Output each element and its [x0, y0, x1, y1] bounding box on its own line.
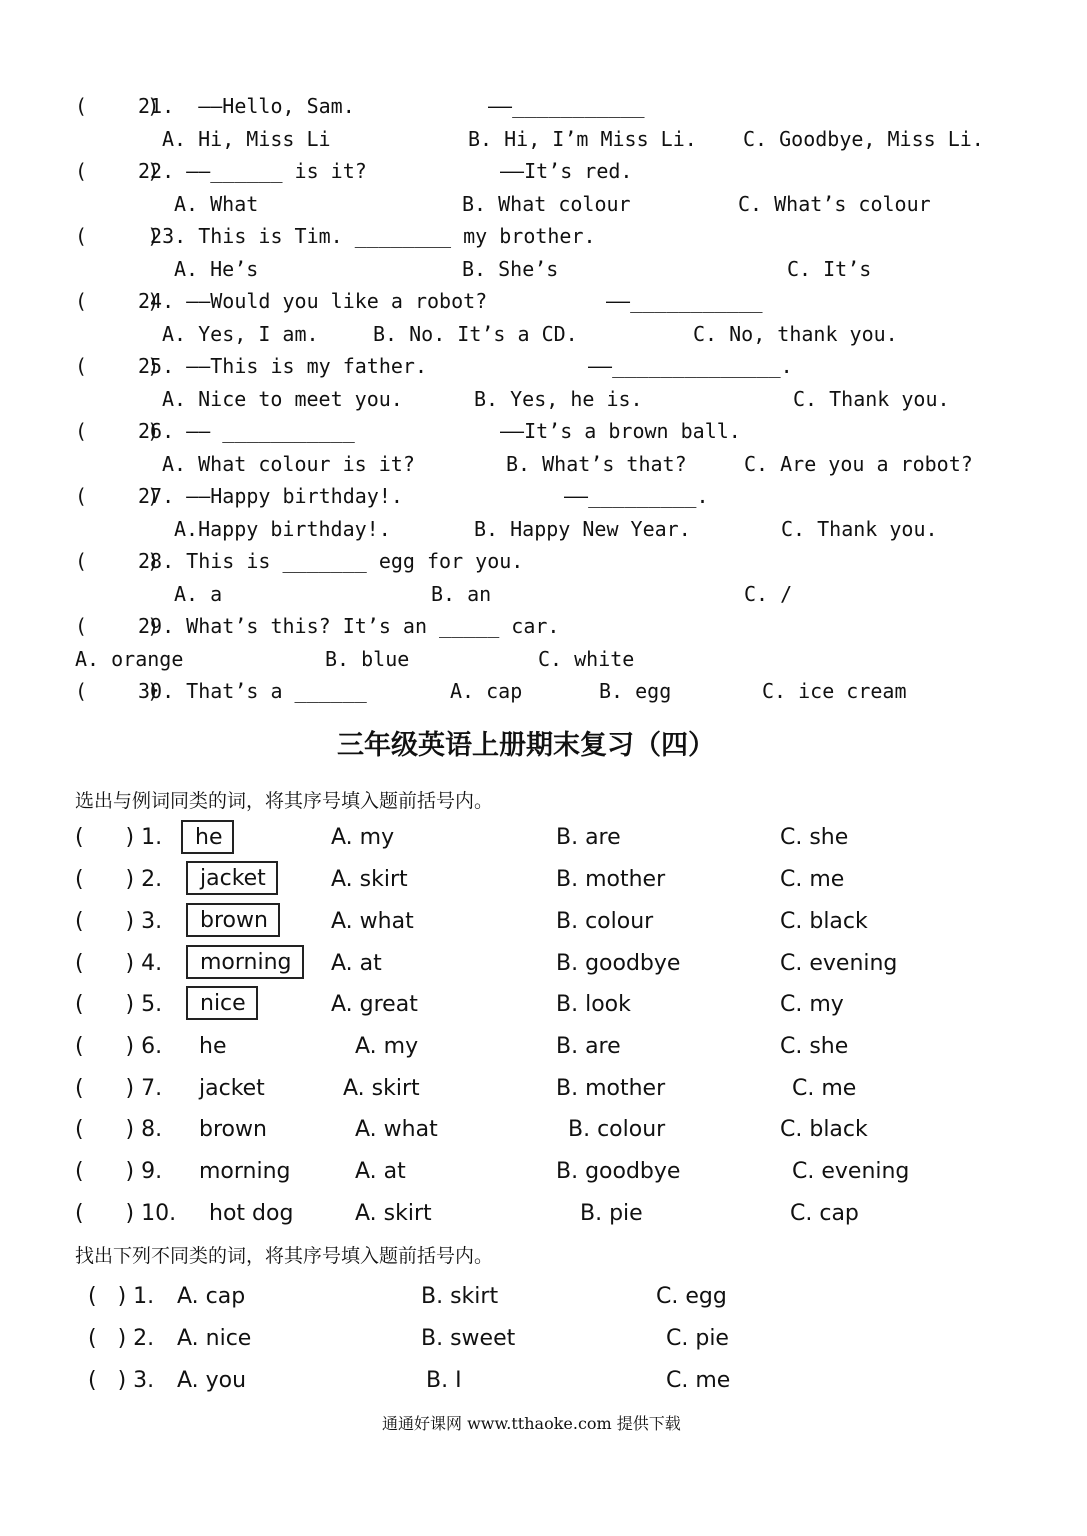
option-a: A. my	[331, 825, 395, 850]
option-c: C. evening	[792, 1159, 910, 1184]
option-a: A.Happy birthday!.	[174, 517, 391, 541]
option-c: C. Thank you.	[793, 387, 950, 411]
question-stem: 28. This is _______ egg for you.	[138, 549, 524, 573]
page-title: 三年级英语上册期末复习（四）	[337, 730, 715, 761]
option-b: B. colour	[556, 909, 654, 934]
item-number: ( ) 4.	[75, 951, 163, 976]
question-stem: 30. That’s a ______	[138, 679, 367, 703]
option-b: B. egg	[599, 679, 672, 703]
option-c: C. white	[538, 647, 635, 671]
option-b: B. pie	[580, 1201, 643, 1226]
option-a: A. Yes, I am.	[162, 322, 319, 346]
option-a: A. you	[177, 1368, 247, 1393]
question-stem: 23. This is Tim. ________ my brother.	[138, 224, 596, 248]
example-word: he	[199, 1034, 227, 1059]
question-stem: 22. ——______ is it?	[138, 159, 367, 183]
option-b: B. colour	[568, 1117, 666, 1142]
question-stem: 27. ——Happy birthday!.	[138, 484, 403, 508]
answer-paren: ( )	[75, 614, 160, 638]
option-b: B. Happy New Year.	[474, 517, 691, 541]
option-c: C. she	[780, 825, 849, 850]
answer-paren: ( )	[75, 159, 160, 183]
option-a: A. skirt	[331, 867, 408, 892]
option-c: C. pie	[666, 1326, 729, 1351]
option-a: A. He’s	[174, 257, 259, 281]
item-number: ( ) 2.	[88, 1326, 155, 1351]
option-b: B. mother	[556, 1076, 666, 1101]
example-word-box: jacket	[186, 861, 278, 895]
option-b: B. Yes, he is.	[474, 387, 643, 411]
option-b: B. blue	[325, 647, 410, 671]
option-c: C. egg	[656, 1284, 727, 1309]
option-b: B. No. It’s a CD.	[373, 322, 578, 346]
item-number: ( ) 1.	[75, 825, 163, 850]
item-number: ( ) 2.	[75, 867, 163, 892]
example-word-box: nice	[186, 986, 258, 1020]
item-number: ( ) 9.	[75, 1159, 163, 1184]
option-b: B. goodbye	[556, 1159, 681, 1184]
response-blank: ——___________	[606, 289, 763, 313]
response-blank: ——______________.	[588, 354, 793, 378]
option-c: C. my	[780, 992, 844, 1017]
answer-paren: ( )	[75, 224, 160, 248]
example-word: brown	[199, 1117, 267, 1142]
option-a: A. skirt	[343, 1076, 420, 1101]
section-1-instruction: 选出与例词同类的词，将其序号填入题前括号内。	[75, 790, 494, 812]
option-a: A. my	[355, 1034, 419, 1059]
option-a: A. what	[331, 909, 414, 934]
option-b: B. She’s	[462, 257, 559, 281]
option-c: C. /	[744, 582, 793, 606]
option-a: A. skirt	[355, 1201, 432, 1226]
answer-paren: ( )	[75, 484, 160, 508]
option-a: A. Hi, Miss Li	[162, 127, 331, 151]
item-number: ( ) 3.	[88, 1368, 155, 1393]
option-b: B. skirt	[421, 1284, 499, 1309]
question-stem: 25. ——This is my father.	[138, 354, 427, 378]
option-b: B. sweet	[421, 1326, 516, 1351]
example-word: jacket	[199, 1076, 265, 1101]
response-text: ——It’s a brown ball.	[500, 419, 741, 443]
item-number: ( ) 7.	[75, 1076, 163, 1101]
item-number: ( ) 8.	[75, 1117, 163, 1142]
option-c: C. Thank you.	[781, 517, 938, 541]
option-c: C. she	[780, 1034, 849, 1059]
example-word-box: brown	[186, 903, 280, 937]
footer-credit: 通通好课网 www.tthaoke.com 提供下载	[382, 1414, 681, 1433]
option-a: A. orange	[75, 647, 184, 671]
answer-paren: ( )	[75, 289, 160, 313]
option-c: C. black	[780, 1117, 868, 1142]
item-number: ( ) 10.	[75, 1201, 177, 1226]
answer-paren: ( )	[75, 679, 160, 703]
option-b: B. are	[556, 1034, 621, 1059]
option-b: B. What’s that?	[506, 452, 687, 476]
option-b: B. What colour	[462, 192, 631, 216]
option-a: A. nice	[177, 1326, 252, 1351]
option-a: A. at	[355, 1159, 406, 1184]
item-number: ( ) 6.	[75, 1034, 163, 1059]
example-word-box: he	[181, 820, 234, 854]
option-a: A. cap	[450, 679, 523, 703]
option-a: A. Nice to meet you.	[162, 387, 403, 411]
option-c: C. me	[792, 1076, 857, 1101]
option-c: C. Are you a robot?	[744, 452, 973, 476]
option-b: B. look	[556, 992, 631, 1017]
option-b: B. Hi, I’m Miss Li.	[468, 127, 697, 151]
option-a: A. What colour is it?	[162, 452, 415, 476]
option-b: B. I	[426, 1368, 462, 1393]
response-text: ——It’s red.	[500, 159, 633, 183]
option-c: C. black	[780, 909, 868, 934]
option-c: C. Goodbye, Miss Li.	[743, 127, 984, 151]
question-stem: 29. What’s this? It’s an _____ car.	[138, 614, 560, 638]
option-c: C. me	[780, 867, 845, 892]
option-c: C. What’s colour	[738, 192, 931, 216]
question-stem: 21. ——Hello, Sam.	[138, 94, 355, 118]
option-b: B. goodbye	[556, 951, 681, 976]
option-b: B. mother	[556, 867, 666, 892]
example-word: hot dog	[209, 1201, 294, 1226]
option-b: B. an	[431, 582, 492, 606]
answer-paren: ( )	[75, 354, 160, 378]
option-a: A. What	[174, 192, 259, 216]
option-c: C. me	[666, 1368, 731, 1393]
option-b: B. are	[556, 825, 621, 850]
item-number: ( ) 3.	[75, 909, 163, 934]
option-c: C. ice cream	[762, 679, 907, 703]
option-c: C. evening	[780, 951, 898, 976]
answer-paren: ( )	[75, 419, 160, 443]
item-number: ( ) 5.	[75, 992, 163, 1017]
option-c: C. No, thank you.	[693, 322, 898, 346]
option-c: C. It’s	[787, 257, 872, 281]
option-a: A. what	[355, 1117, 438, 1142]
option-a: A. at	[331, 951, 382, 976]
question-stem: 24. ——Would you like a robot?	[138, 289, 488, 313]
option-a: A. cap	[177, 1284, 246, 1309]
example-word: morning	[199, 1159, 291, 1184]
question-stem: 26. —— ___________	[138, 419, 355, 443]
section-2-instruction: 找出下列不同类的词，将其序号填入题前括号内。	[75, 1245, 494, 1267]
example-word-box: morning	[186, 945, 304, 979]
option-a: A. great	[331, 992, 418, 1017]
response-blank: ——___________	[488, 94, 645, 118]
response-blank: ——_________.	[564, 484, 709, 508]
answer-paren: ( )	[75, 549, 160, 573]
option-c: C. cap	[790, 1201, 859, 1226]
answer-paren: ( )	[75, 94, 160, 118]
option-a: A. a	[174, 582, 223, 606]
item-number: ( ) 1.	[88, 1284, 155, 1309]
